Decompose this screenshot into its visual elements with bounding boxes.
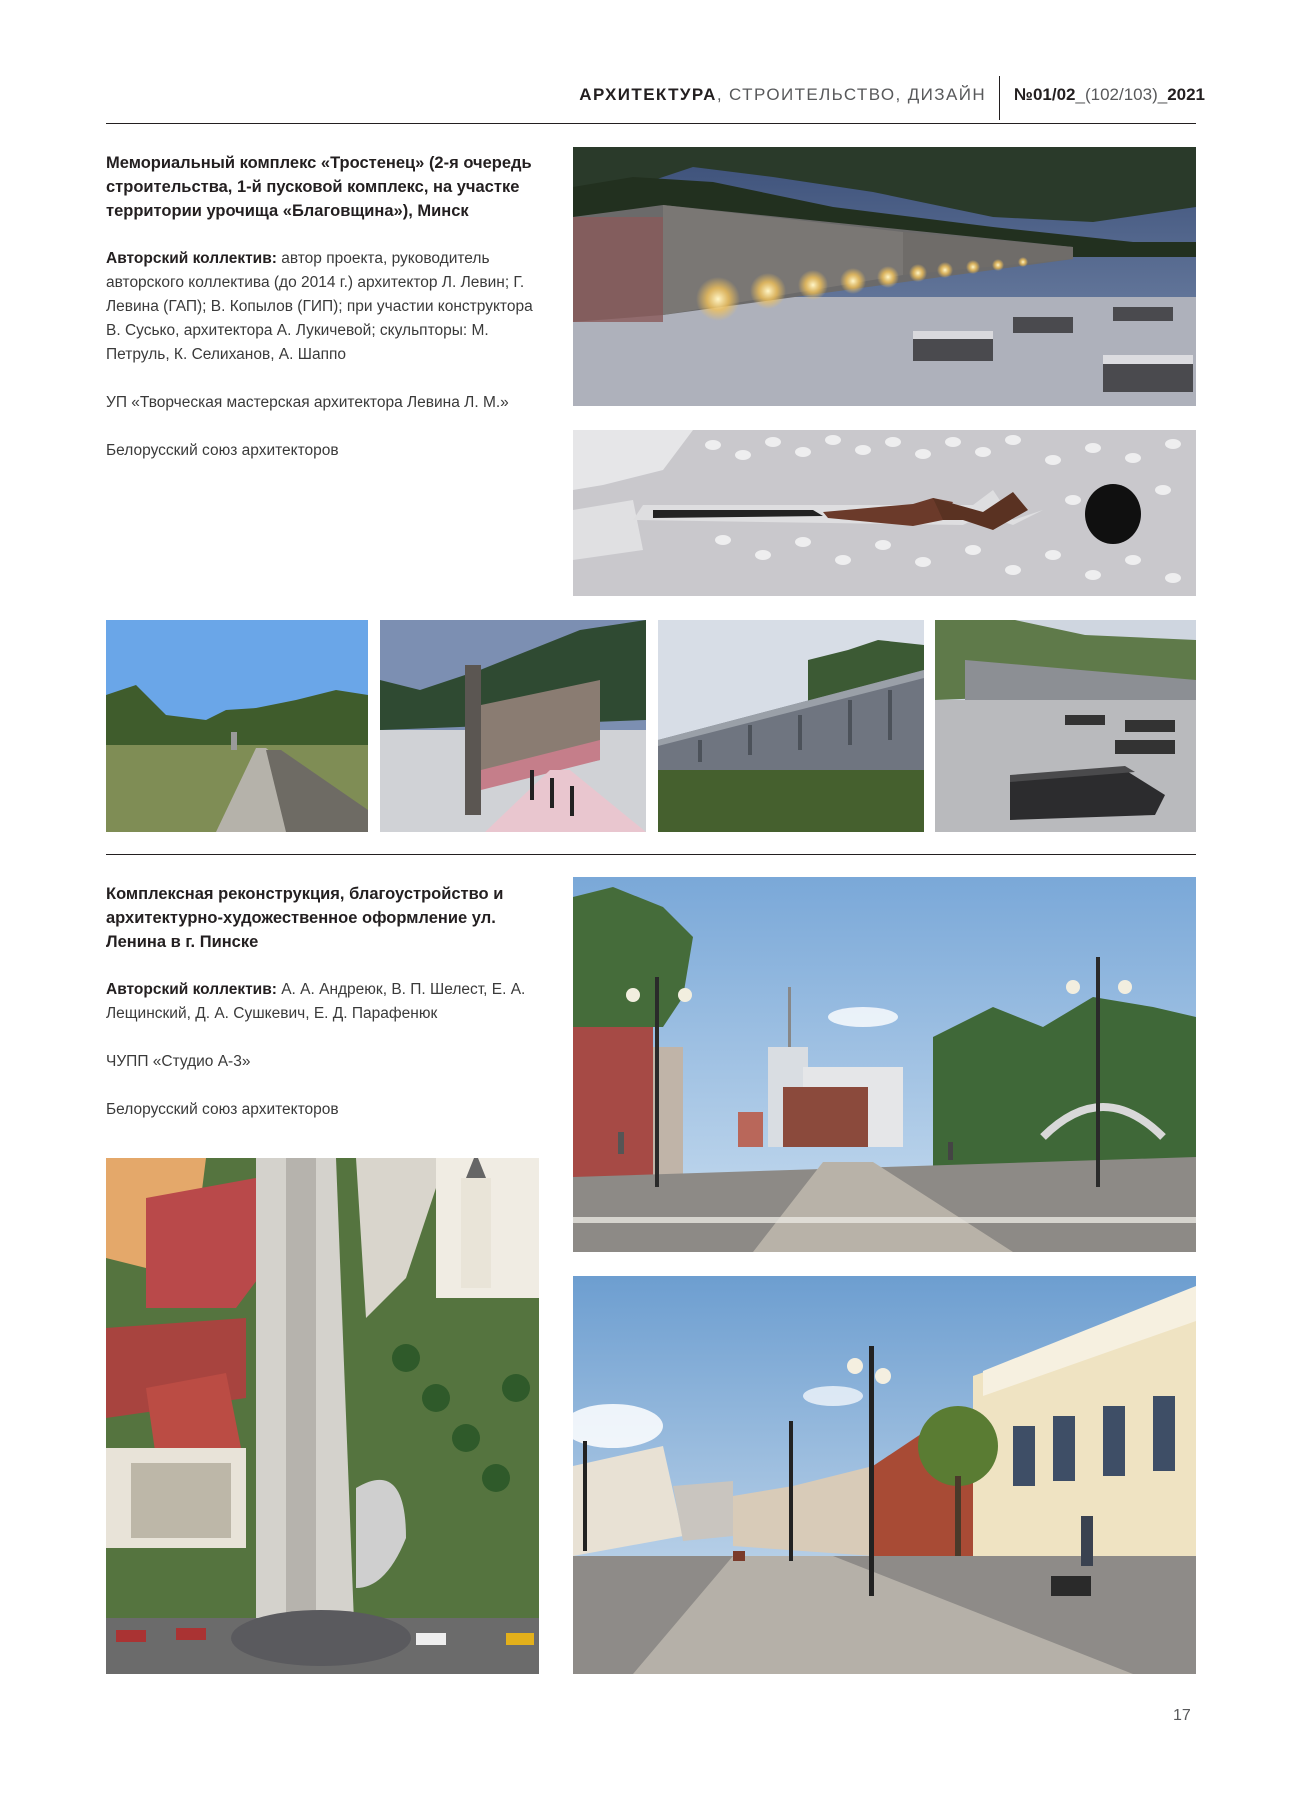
project1-title: Мемориальный комплекс «Тростенец» (2-я очередь строительства, 1-й пусковой комплекс, на участке территории урочища «Благовщина»), Минск — [106, 154, 532, 220]
issue-number-paren: _(102/103)_ — [1075, 85, 1168, 104]
memorial-alley-photo — [106, 620, 368, 832]
project2-team-label: Авторский коллектив: — [106, 981, 277, 998]
project1-team — [106, 247, 546, 367]
lenina-street-render-1 — [573, 877, 1196, 1252]
section-divider — [106, 854, 1196, 855]
running-header — [106, 76, 1206, 122]
issue-year: 2021 — [1167, 85, 1206, 104]
project1-team-label: Авторский коллектив: — [106, 250, 277, 267]
memorial-square-blocks-photo — [935, 620, 1196, 832]
project1-team-text: автор проекта, руководитель авторского коллектива (до 2014 г.) архитектор Л. Левин; Г. Левина (ГАП); В. Копылов (ГИП); при участии конструктора В. Сусько, архитектора А. Лукичевой; скульпторы: М. Петруль, К. Селиханов, А. Шаппо — [106, 250, 533, 363]
project1-organization: УП «Творческая мастерская архитектора Левина Л. М.» — [106, 394, 509, 411]
header-rule — [106, 123, 1196, 124]
magazine-title-strong: АРХИТЕКТУРА — [579, 85, 717, 104]
memorial-wall-night-photo — [573, 147, 1196, 406]
issue-number-main: №01/02 — [1014, 85, 1076, 104]
lenina-street-render-2 — [573, 1276, 1196, 1674]
issue-number — [1014, 85, 1205, 105]
project2-union: Белорусский союз архитекторов — [106, 1101, 339, 1118]
lenina-street-aerial-render — [106, 1158, 539, 1674]
memorial-wall-day-photo — [658, 620, 924, 832]
project2-team-text: А. А. Андреюк, В. П. Шелест, Е. А. Лещинский, Д. А. Сушкевич, Е. Д. Парафенюк — [106, 981, 526, 1022]
magazine-title — [579, 85, 986, 105]
project1-text — [106, 151, 546, 463]
header-divider — [999, 76, 1000, 120]
project2-organization: ЧУПП «Студио А-3» — [106, 1053, 251, 1070]
project2-text — [106, 882, 546, 1122]
magazine-title-rest: , СТРОИТЕЛЬСТВО, ДИЗАЙН — [716, 85, 986, 104]
project2-title: Комплексная реконструкция, благоустройство и архитектурно-художественное оформление ул. Ленина в г. Пинске — [106, 885, 504, 951]
memorial-walkway-night-photo — [380, 620, 646, 832]
project2-team — [106, 978, 546, 1026]
project1-union: Белорусский союз архитекторов — [106, 442, 339, 459]
page-number: 17 — [1173, 1707, 1191, 1724]
memorial-plan-model-image — [573, 430, 1196, 596]
